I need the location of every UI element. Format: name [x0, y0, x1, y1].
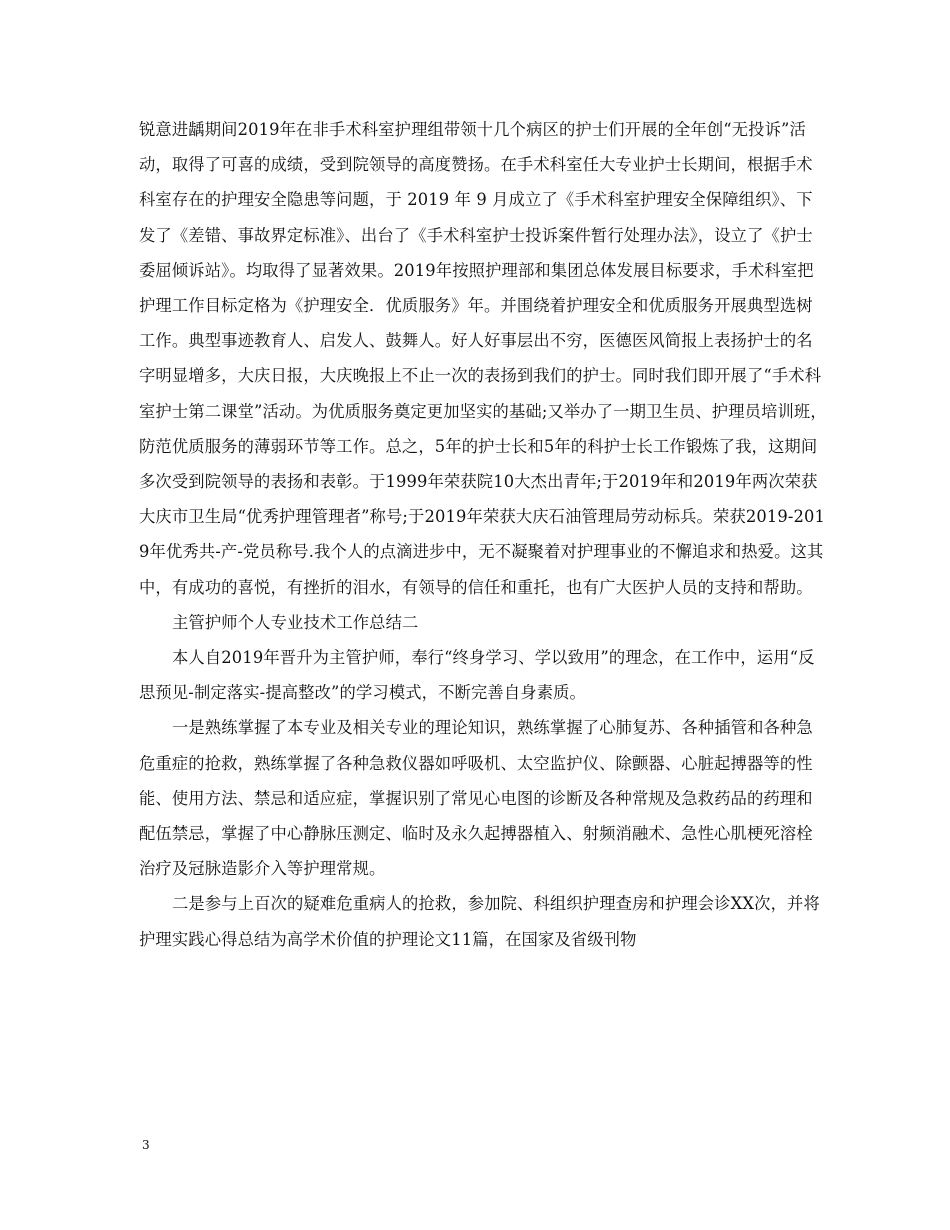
paragraph-1: 锐意进龋期间2019年在非手术科室护理组带领十几个病区的护士们开展的全年创“无投诉”活动，取得了可喜的成绩，受到院领导的高度赞扬。在手术科室任大专业护士长期间，根据手术科室存在的护理安全隐患等问题，于 2019 年 9 月成立了《手术科室护理安全保障组织》、下发了《差错、事故界定标准》、出台了《手术科室护士投诉案件暂行处理办法》，设立了《护士委屈倾诉站》。均取得了显著效果。2019年按照护理部和集团总体发展目标要求，手术科室把护理工作目标定格为《护理安全．优质服务》年。并围绕着护理安全和优质服务开展典型选树工作。典型事迹教育人、启发人、鼓舞人。好人好事层出不穷，医德医风简报上表扬护士的名字明显增多，大庆日报，大庆晚报上不止一次的表扬到我们的护士。同时我们即开展了“手术科室护士第二课堂”活动。为优质服务奠定更加坚实的基础;又举办了一期卫生员、护理员培训班，防范优质服务的薄弱环节等工作。总之，5年的护士长和5年的科护士长工作锻炼了我，这期间多次受到院领导的表扬和表彰。于1999年荣获院10大杰出青年;于2019年和2019年两次荣获大庆市卫生局“优秀护理管理者”称号;于2019年荣获大庆石油管理局劳动标兵。荣获2019-2019年优秀共-产-党员称号.我个人的点滴进步中，无不凝聚着对护理事业的不懈追求和热爱。这其中，有成功的喜悦，有挫折的泪水，有领导的信任和重托，也有广大医护人员的支持和帮助。: [139, 120, 827, 597]
document-body: [139, 112, 829, 957]
paragraph-2: 本人自2019年晋升为主管护师，奉行“终身学习、学以致用”的理念，在工作中，运用“反思预见-制定落实-提高整改”的学习模式，不断完善自身素质。: [139, 648, 815, 703]
paragraph-4: 二是参与上百次的疑难危重病人的抢救，参加院、科组织护理查房和护理会诊XX次，并将护理实践心得总结为高学术价值的护理论文11篇，在国家及省级刊物: [139, 894, 820, 949]
paragraph-3: 一是熟练掌握了本专业及相关专业的理论知识，熟练掌握了心肺复苏、各种插管和各种急危重症的抢救，熟练掌握了各种急救仪器如呼吸机、太空监护仪、除颤器、心脏起搏器等的性能、使用方法、禁忌和适应症，掌握识别了常见心电图的诊断及各种常规及急救药品的药理和配伍禁忌，掌握了中心静脉压测定、临时及永久起搏器植入、射频消融术、急性心肌梗死溶栓治疗及冠脉造影介入等护理常规。: [139, 718, 813, 879]
section-heading: 主管护师个人专业技术工作总结二: [172, 612, 419, 632]
page-number: 3: [142, 1138, 150, 1152]
